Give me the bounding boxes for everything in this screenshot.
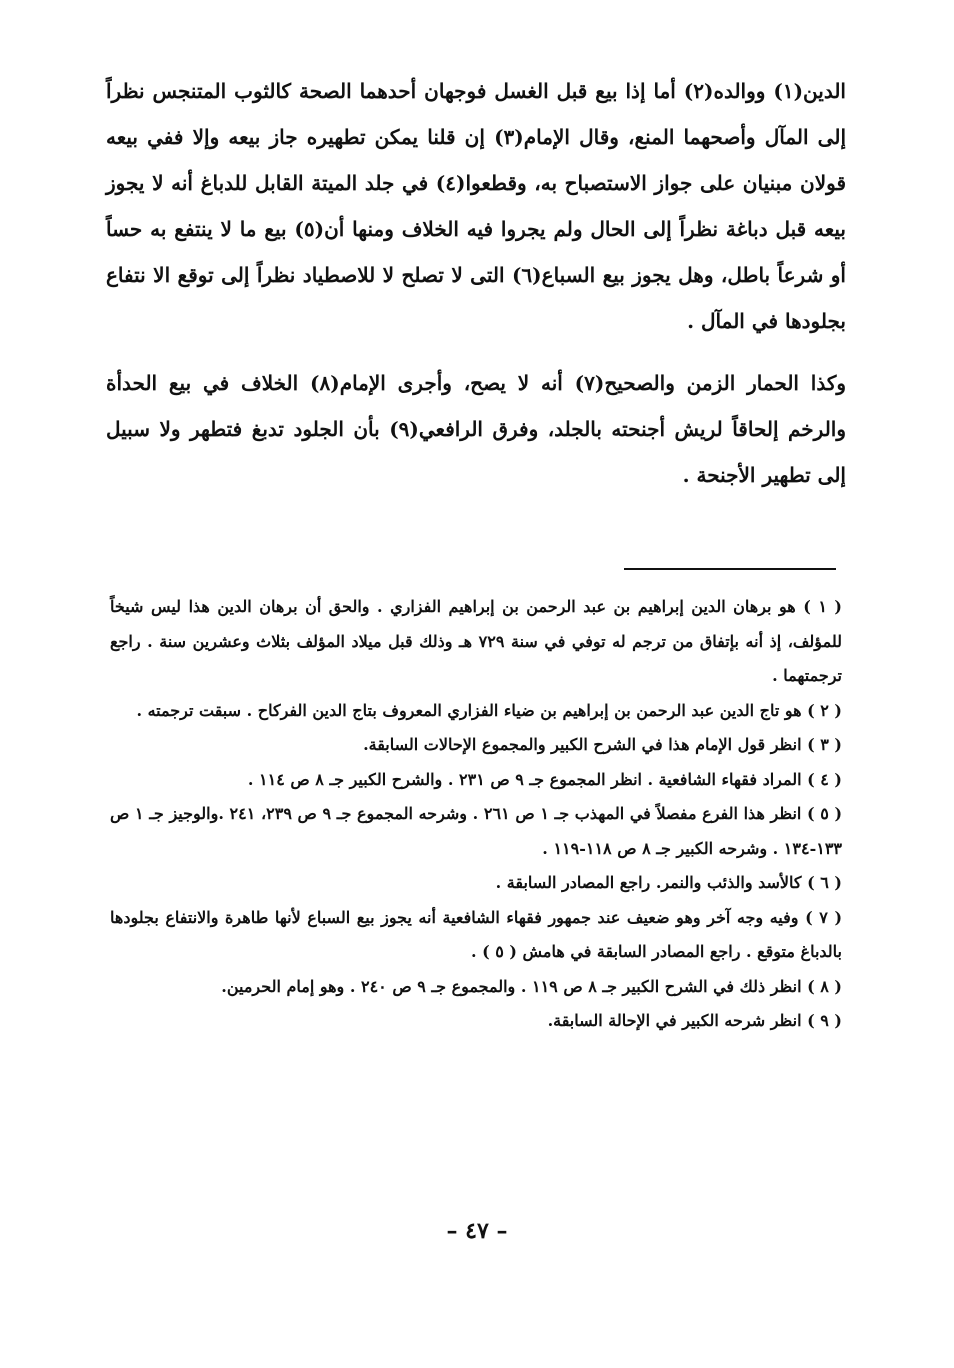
footnote-number: ( ٦ ): [807, 873, 842, 892]
footnote-item: [110, 1004, 842, 1039]
footnote-item: [110, 901, 842, 970]
main-text: [106, 68, 846, 498]
body-paragraph: الدين(١) ووالده(٢) أما إذا بيع قبل الغسل فوجهان أحدهما الصحة كالثوب المتنجس نظراً إلى المآل وأصحهما المنع، وقال الإمام(٣) إن قلنا يمكن تطهيره جاز بيعه وإلا ففي بيعه قولان مبنيان على جواز الاستصباح به، وقطعوا(٤) في جلد الميتة القابل للدباغ أنه لا يجوز بيعه قبل دباغة نظراً إلى الحال ولم يجروا فيه الخلاف ومنها أن(٥) بيع ما لا ينتفع به حساً أو شرعاً باطل، وهل يجوز بيع السباع(٦) التى لا تصلح لا للاصطياد نظراً إلى توقع الا نتفاع بجلودها في المآل .: [106, 79, 847, 333]
footnote-text: انظر هذا الفرع مفصلاً في المهذب جـ ١ ص ٢٦١ . وشرحه المجموع جـ ٩ ص ٢٣٩، ٢٤١ .والوجيز جـ ١ ص ١٣٣-١٣٤ . وشرحه الكبير جـ ٨ ص ١١٨-١١٩ .: [110, 804, 842, 858]
footnote-divider: [624, 568, 836, 570]
footnote-item: [110, 728, 842, 763]
footnote-text: المراد فقهاء الشافعية . انظر المجموع جـ ٩ ص ٢٣١ . والشرح الكبير جـ ٨ ص ١١٤ .: [247, 769, 802, 789]
footnote-number: ( ٤ ): [807, 769, 842, 789]
footnote-text: وفيه وجه آخر وهو ضعيف عند جمهور فقهاء الشافعية أنه يجوز بيع السباع لأنها طاهرة والانتفاع بجلودها بالدباغ متوقع . راجع المصادر السابقة في هامش ( ٥ ) .: [110, 907, 842, 961]
footnote-number: ( ٥ ): [807, 804, 843, 823]
footnotes-list: [110, 590, 842, 1039]
page-number: – ٤٧ –: [446, 1218, 508, 1244]
footnote-item: [110, 694, 842, 729]
footnote-item: [110, 970, 842, 1005]
footnote-item: [110, 866, 842, 901]
footnote-text: انظر ذلك في الشرح الكبير جـ ٨ ص ١١٩ . والمجموع جـ ٩ ص ٢٤٠ . وهو إمام الحرمين.: [221, 976, 802, 996]
footnote-number: ( ٢ ): [807, 700, 842, 720]
footnote-text: انظر قول الإمام هذا في الشرح الكبير والمجموع الإحالات السابقة.: [363, 735, 802, 754]
footnote-item: [110, 763, 842, 798]
footnote-text: انظر شرحه الكبير في الإحالة السابقة.: [547, 1011, 802, 1030]
footnote-number: ( ٣ ): [807, 735, 842, 754]
footnote-number: ( ٧ ): [805, 907, 843, 927]
footnote-text: هو تاج الدين عبد الرحمن بن إبراهيم بن ضياء الفزاري المعروف بتاج الدين الفركاح . سبقت ترجمته .: [136, 700, 802, 720]
footnote-item: [110, 590, 842, 694]
footnote-text: هو برهان الدين إبراهيم بن عبد الرحمن بن إبراهيم الفزاري . والحق أن برهان الدين هذا ليس شيخاً للمؤلف، إذ أنه بإتفاق من ترجم له توفي في سنة ٧٢٩ هـ وذلك قبل ميلاد المؤلف بثلاث وعشرين سنة . راجع ترجمتهما .: [110, 597, 842, 685]
footnote-number: ( ٨ ): [807, 976, 842, 996]
footnote-text: كالأسد والذئب والنمر. راجع المصادر السابقة .: [495, 873, 802, 892]
footnote-number: ( ١ ): [803, 597, 843, 616]
footnote-item: [110, 797, 842, 866]
body-paragraph: وكذا الحمار الزمن والصحيح(٧) أنه لا يصح، وأجرى الإمام(٨) الخلاف في بيع الحدأة والرخم إلحاقاً لريش أجنحته بالجلد، وفرق الرافعي(٩) بأن الجلود تدبغ فتطهر ولا سبيل إلى تطهير الأجنحة .: [106, 371, 847, 487]
footnote-number: ( ٩ ): [807, 1011, 842, 1030]
